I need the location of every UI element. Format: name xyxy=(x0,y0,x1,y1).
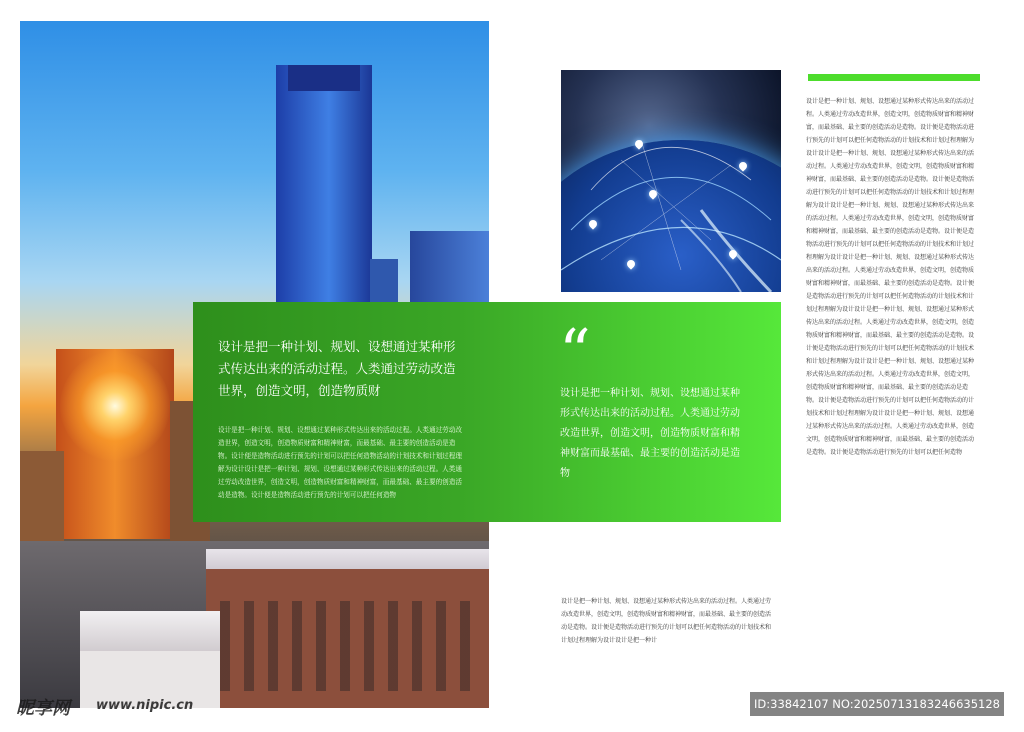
banner-body-text: 设计是把一种计划、规划、设想通过某种形式传达出来的活动过程。人类通过劳动改造世界，创造文明，创造物质财富和精神财富，而最基础、最主要的创造活动是造物。设计便是造物活动进行预先的计划可以把任何造物活动的计划技术和计划过程理解为设计设计是把一种计划、规划、设想通过某种形式传达出来的活动过程。人类通过劳动改造世界，创造文明，创造物质财富和精神财富，而最基础、最主要的创造活动是造物。设计便是造物活动进行预先的计划可以把任何造物 xyxy=(218,426,462,499)
skyscraper-crown xyxy=(288,65,360,91)
sun-glare xyxy=(60,351,170,461)
right-column-text: 设计是把一种计划、规划、设想通过某种形式传达出来的活动过程。人类通过劳动改造世界，创造文明，创造物质财富和精神财富，而最基础、最主要的创造活动是造物。设计便是造物活动进行预先的计划可以把任何造物活动的计划技术和计划过程理解为设计设计是把一种计划、规划、设想通过某种形式传达出来的活动过程。人类通过劳动改造世界，创造文明，创造物质财富和精神财富，而最基础、最主要的创造活动是造物。设计便是造物活动进行预先的计划可以把任何造物活动的计划技术和计划过程理解为设计设计是把一种计划、规划、设想通过某种形式传达出来的活动过程。人类通过劳动改造世界，创造文明，创造物质财富和精神财富，而最基础、最主要的创造活动是造物。设计便是造物活动进行预先的计划可以把任何造物活动的计划技术和计划过程理解为设计设计是把一种计划、规划、设想通过某种形式传达出来的活动过程。人类通过劳动改造世界，创造文明，创造物质财富和精神财富，而最基础、最主要的创造活动是造物。设计便是造物活动进行预先的计划可以把任何造物活动的计划技术和计划过程理解为设计设计是把一种计划、规划、设想通过某种形式传达出来的活动过程。人类通过劳动改造世界，创造文明，创造物质财富和精神财富，而最基础、最主要的创造活动是造物。设计便是造物活动进行预先的计划可以把任何造物活动的计划技术和计划过程理解为设计设计是把一种计划、规划、设想通过某种形式传达出来的活动过程。人类通过劳动改造世界，创造文明，创造物质财富和精神财富，而最基础、最主要的创造活动是造物。设计便是造物活动进行预先的计划可以把任何造物活动的计划技术和计划过程理解为设计设计是把一种计划、规划、设想通过某种形式传达出来的活动过程。人类通过劳动改造世界，创造文明，创造物质财富和精神财富，而最基础、最主要的创造活动是造物。设计便是造物活动进行预先的计划可以把任何造物 xyxy=(806,98,975,456)
quote-mark-icon: “ xyxy=(559,315,591,388)
accent-bar xyxy=(808,74,980,81)
watermark-id: ID:33842107 NO:20250713183246635128 xyxy=(750,692,1004,716)
globe-network-photo xyxy=(561,70,781,292)
network-lines xyxy=(561,70,781,292)
watermark-logo: 昵享网 xyxy=(16,698,70,719)
banner-quote-text: 设计是把一种计划、规划、设想通过某种形式传达出来的活动过程。人类通过劳动改造世界，创造文明，创造物质财富和精神财富而最基础、最主要的创造活动是造物 xyxy=(560,388,740,479)
banner-headline: 设计是把一种计划、规划、设想通过某种形式传达出来的活动过程。人类通过劳动改造世界，创造文明，创造物质财 xyxy=(218,339,456,398)
hall-windows xyxy=(220,601,475,691)
watermark-url: www.nipic.cn xyxy=(96,698,194,713)
bottom-paragraph: 设计是把一种计划、规划、设想通过某种形式传达出来的活动过程。人类通过劳动改造世界，创造文明，创造物质财富和精神财富，而最基础、最主要的创造活动是造物。设计便是造物活动进行预先的计划可以把任何造物活动的计划技术和计划过程理解为设计设计是把一种计 xyxy=(561,598,772,644)
green-banner xyxy=(193,302,781,522)
